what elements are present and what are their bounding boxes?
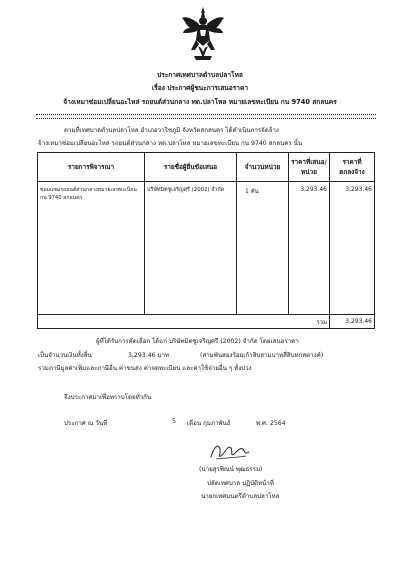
col-header-vendor: รายชื่อผู้ยื่นข้อเสนอ — [145, 153, 237, 182]
org-heading: ประกาศเทศบาลตำบลปลาโหล — [157, 71, 243, 79]
cell-agreed: 3,293.46 — [330, 182, 375, 315]
signer-position-1: ปลัดเทศบาล ปฏิบัติหน้าที่ — [207, 480, 274, 487]
total-label: รวม — [38, 315, 330, 329]
announce-year: พ.ศ. 2564 — [256, 420, 286, 427]
amount-value: 3,293.46 บาท — [128, 352, 170, 359]
cell-item: ซ่อมแซมรถยนต์ส่วนกลางหมายเลขทะเบียน กน 9740 สกลนคร — [38, 182, 145, 315]
total-value: 3,293.46 — [330, 315, 375, 329]
agreed-label-1: ราคาที่ — [342, 158, 362, 166]
intro-line-1: ตามที่เทศบาลตำบลปลาโหล อำเภอวาริชภูมิ จังหวัดสกลนคร ได้ดำเนินการจัดจ้าง — [64, 127, 279, 134]
announce-month: เดือน กุมภาพันธ์ — [187, 420, 231, 427]
signer-name: (นายสุรพิณน์ พุฒธรรม) — [199, 466, 263, 473]
table-row — [38, 182, 375, 315]
announce-day: 5 — [172, 418, 176, 425]
title-heading: จ้างเหมาซ่อมเปลี่ยนอะไหล่ รถยนต์ส่วนกลาง ทต.ปลาโหล หมายเลขทะเบียน กน 9740 สกลนคร — [63, 98, 337, 106]
table-header-row — [38, 153, 375, 182]
agreed-label-2: ตกลงจ้าง — [339, 168, 365, 176]
table-total-row — [38, 315, 375, 329]
handwritten-signature — [208, 439, 252, 463]
vat-note: รวมภาษีมูลค่าเพิ่มและภาษีอื่น ค่าขนส่ง ค่าจดทะเบียน และค่าใช้จ่ายอื่น ๆ ทั้งปวง — [38, 365, 252, 372]
announce-line: จึงประกาศมาเพื่อทราบโดยทั่วกัน — [64, 394, 152, 401]
price-table — [37, 152, 375, 329]
intro-line-2: จ้างเหมาซ่อมเปลี่ยนอะไหล่ รถยนต์ส่วนกลาง ทต.ปลาโหล หมายเลขทะเบียน กน 9740 สกลนคร นั้น — [38, 140, 303, 147]
col-header-qty: จำนวนหน่วย — [237, 153, 289, 182]
subject-heading: เรื่อง ประกาศผู้ชนะการเสนอราคา — [151, 84, 249, 92]
announce-date-prefix: ประกาศ ณ วันที่ — [64, 420, 108, 427]
amount-words: (สามพันสองร้อยเก้าสิบสามบาทสี่สิบหกสตางค์) — [200, 352, 324, 359]
unit-price-label-1: ราคาที่เสนอ/ — [291, 158, 327, 166]
col-header-unit-price — [289, 153, 330, 182]
signer-position-2: นายกเทศมนตรีตำบลปลาโหล — [201, 493, 280, 500]
col-header-item: รายการพิจารณา — [38, 153, 145, 182]
winner-line: ผู้ที่ได้รับการคัดเลือก ได้แก่ บริษัทมิตซูเจริญศรี (2002) จำกัด โดยเสนอราคา — [96, 338, 299, 345]
separator-line — [36, 114, 376, 119]
unit-price-label-2: หน่วย — [301, 168, 317, 176]
cell-unit-price: 3,293.46 — [289, 182, 330, 315]
garuda-emblem-icon — [180, 6, 226, 64]
cell-vendor: บริษัทมิตซูเจริญศรี (2002) จำกัด — [145, 182, 237, 315]
col-header-agreed — [330, 153, 375, 182]
cell-qty: 1 คัน — [237, 182, 289, 315]
amount-label: เป็นจำนวนเงินทั้งสิ้น — [38, 352, 92, 359]
